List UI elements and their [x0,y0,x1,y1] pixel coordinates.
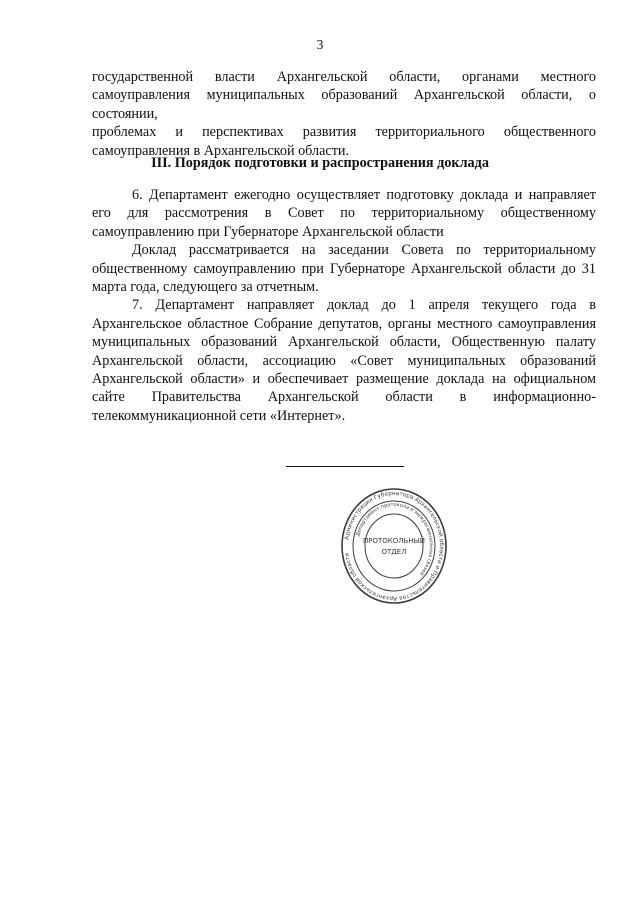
stamp-center-line1: ПРОТОКОЛЬНЫЙ [362,537,426,545]
paragraph-7: 7. Департамент направляет доклад до 1 апреля текущего года в Архангельское областное Собрание депутатов, органы местного самоуправления муниципальных образований Архангельской области, Общественную палату Архангельской области, ассоциацию «Совет муниципальных образований Архангельской области» и обеспечивает размещение доклада на официальном сайте Правительства Архангельской области в информационно-телекоммуникационной сети «Интернет». [92,297,596,424]
stamp-inner-ring [362,514,426,578]
section-body [92,186,596,425]
section-heading: III. Порядок подготовки и распространения доклада [151,155,489,171]
stamp-center-line2: ОТДЕЛ [381,548,407,556]
intro-line: проблемах и перспективах развития территориального общественного [92,124,596,141]
paragraph-report-review: Доклад рассматривается на заседании Совета по территориальному общественному самоуправлению при Губернаторе Архангельской области до 31 марта года, следующего за отчетным. [92,242,596,296]
signature-line [286,466,404,467]
official-stamp [341,487,447,605]
stamp-inner-text: Департамент протокола и межрегиональных связей [355,501,435,577]
intro-line: самоуправления в Архангельской области. [92,142,350,159]
intro-line: самоуправления муниципальных образований Архангельской области, о состоянии, [92,87,596,122]
stamp-outer-text: Администрация Губернатора Архангельской области и Правительства Архангельской области [344,490,445,602]
paragraph-6: 6. Департамент ежегодно осуществляет подготовку доклада и направляет его для рассмотрения в Совет по территориальному общественному самоуправлению при Губернаторе Архангельской области [92,187,596,240]
intro-paragraph [92,68,596,160]
page-number: 3 [316,37,324,52]
intro-line: государственной власти Архангельской области, органами местного [92,69,596,85]
